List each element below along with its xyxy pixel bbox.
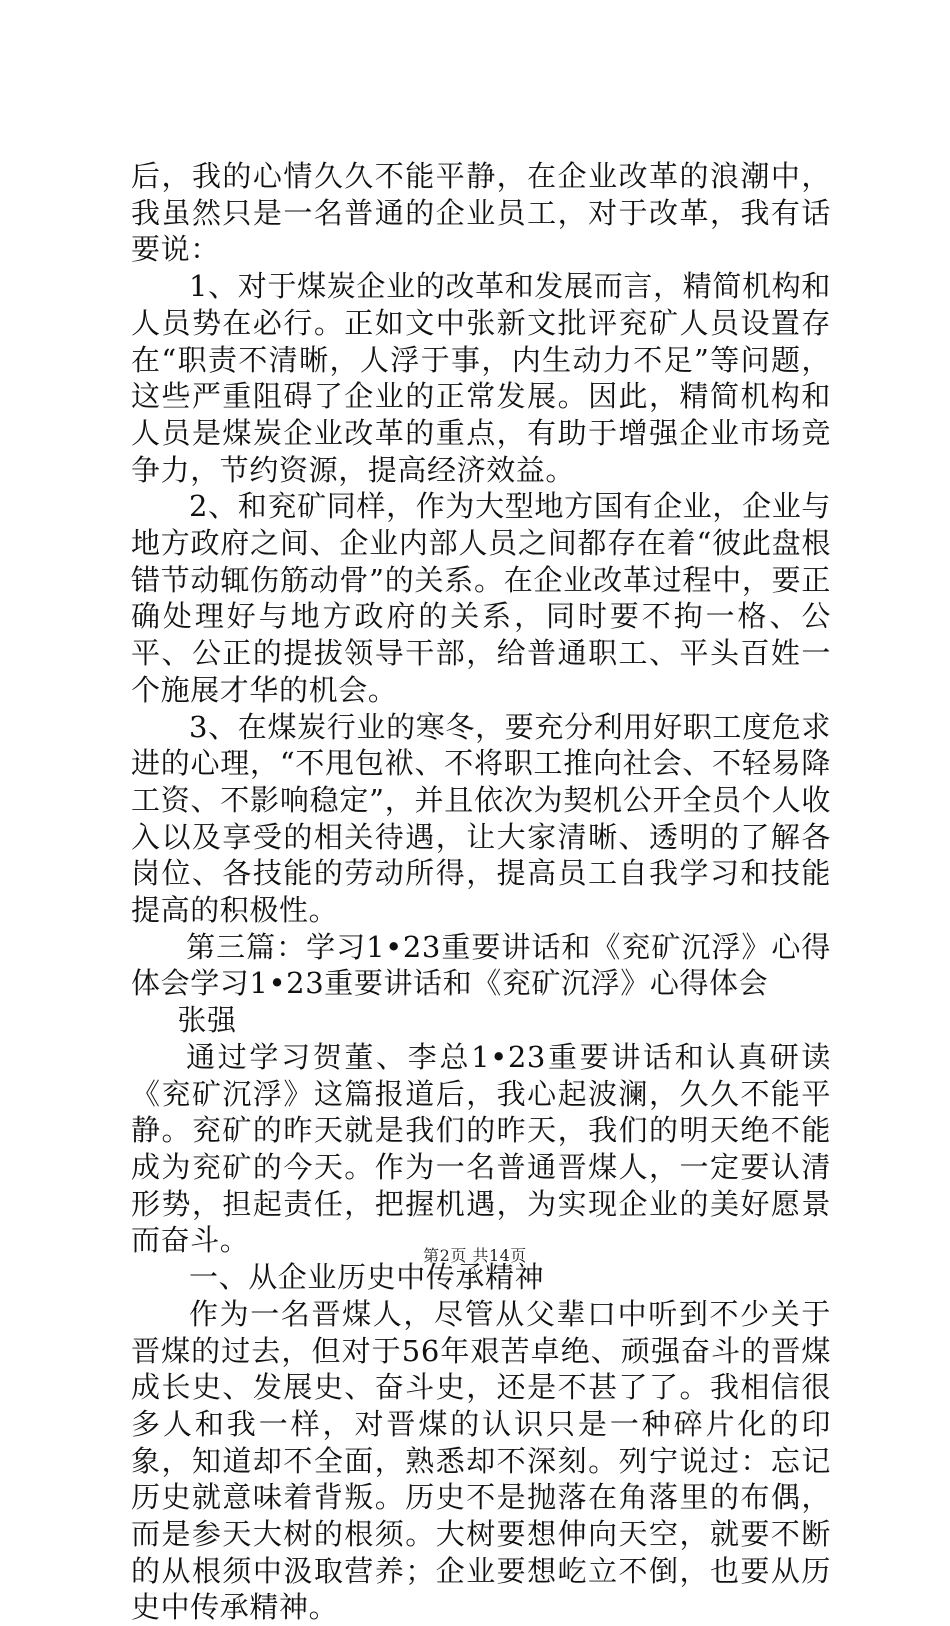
author-name: 张强 [177, 1003, 237, 1038]
paragraph-intro: 通过学习贺董、李总1•23重要讲话和认真研读《兖矿沉浮》这篇报道后，我心起波澜，久久不能平静。兖矿的昨天就是我们的昨天，我们的明天绝不能成为兖矿的今天。作为一名普通晋煤人，一定要认清形势，担起责任，把握机遇，为实现企业的美好愿景而奋斗。 [131, 1039, 831, 1258]
document-body [131, 158, 831, 1626]
paragraph-point-1: 1、对于煤炭企业的改革和发展而言，精简机构和人员势在必行。正如文中张新文批评兖矿人员设置存在“职责不清晰，人浮于事，内生动力不足”等问题，这些严重阻碍了企业的正常发展。因此，精简机构和人员是煤炭企业改革的重点，有助于增强企业市场竞争力，节约资源，提高经济效益。 [131, 269, 831, 487]
paragraph-history: 作为一名晋煤人，尽管从父辈口中听到不少关于晋煤的过去，但对于56年艰苦卓绝、顽强奋斗的晋煤成长史、发展史、奋斗史，还是不甚了了。我相信很多人和我一样，对晋煤的认识只是一种碎片化的印象，知道却不全面，熟悉却不深刻。列宁说过：忘记历史就意味着背叛。历史不是抛落在角落里的布偶，而是参天大树的根须。大树要想伸向天空，就要不断的从根须中汲取营养；企业要想屹立不倒，也要从历史中传承精神。 [131, 1296, 831, 1625]
paragraph-point-3: 3、在煤炭行业的寒冬，要充分利用好职工度危求进的心理，“不甩包袱、不将职工推向社会、不轻易降工资、不影响稳定”，并且依次为契机公开全员个人收入以及享受的相关待遇，让大家清晰、透明的了解各岗位、各技能的劳动所得，提高员工自我学习和技能提高的积极性。 [131, 709, 831, 928]
subsection-heading: 一、从企业历史中传承精神 [189, 1260, 545, 1295]
section-title: 第三篇：学习1•23重要讲话和《兖矿沉浮》心得体会学习1•23重要讲话和《兖矿沉浮》心得体会 [131, 929, 831, 1001]
page-footer: 第2页 共14页 [423, 1246, 527, 1265]
paragraph-continuation: 后，我的心情久久不能平静，在企业改革的浪潮中，我虽然只是一名普通的企业员工，对于改革，我有话要说： [131, 159, 831, 267]
paragraph-point-2: 2、和兖矿同样，作为大型地方国有企业，企业与地方政府之间、企业内部人员之间都存在着“彼此盘根错节动辄伤筋动骨”的关系。在企业改革过程中，要正确处理好与地方政府的关系，同时要不拘一格、公平、公正的提拔领导干部，给普通职工、平头百姓一个施展才华的机会。 [131, 489, 831, 707]
